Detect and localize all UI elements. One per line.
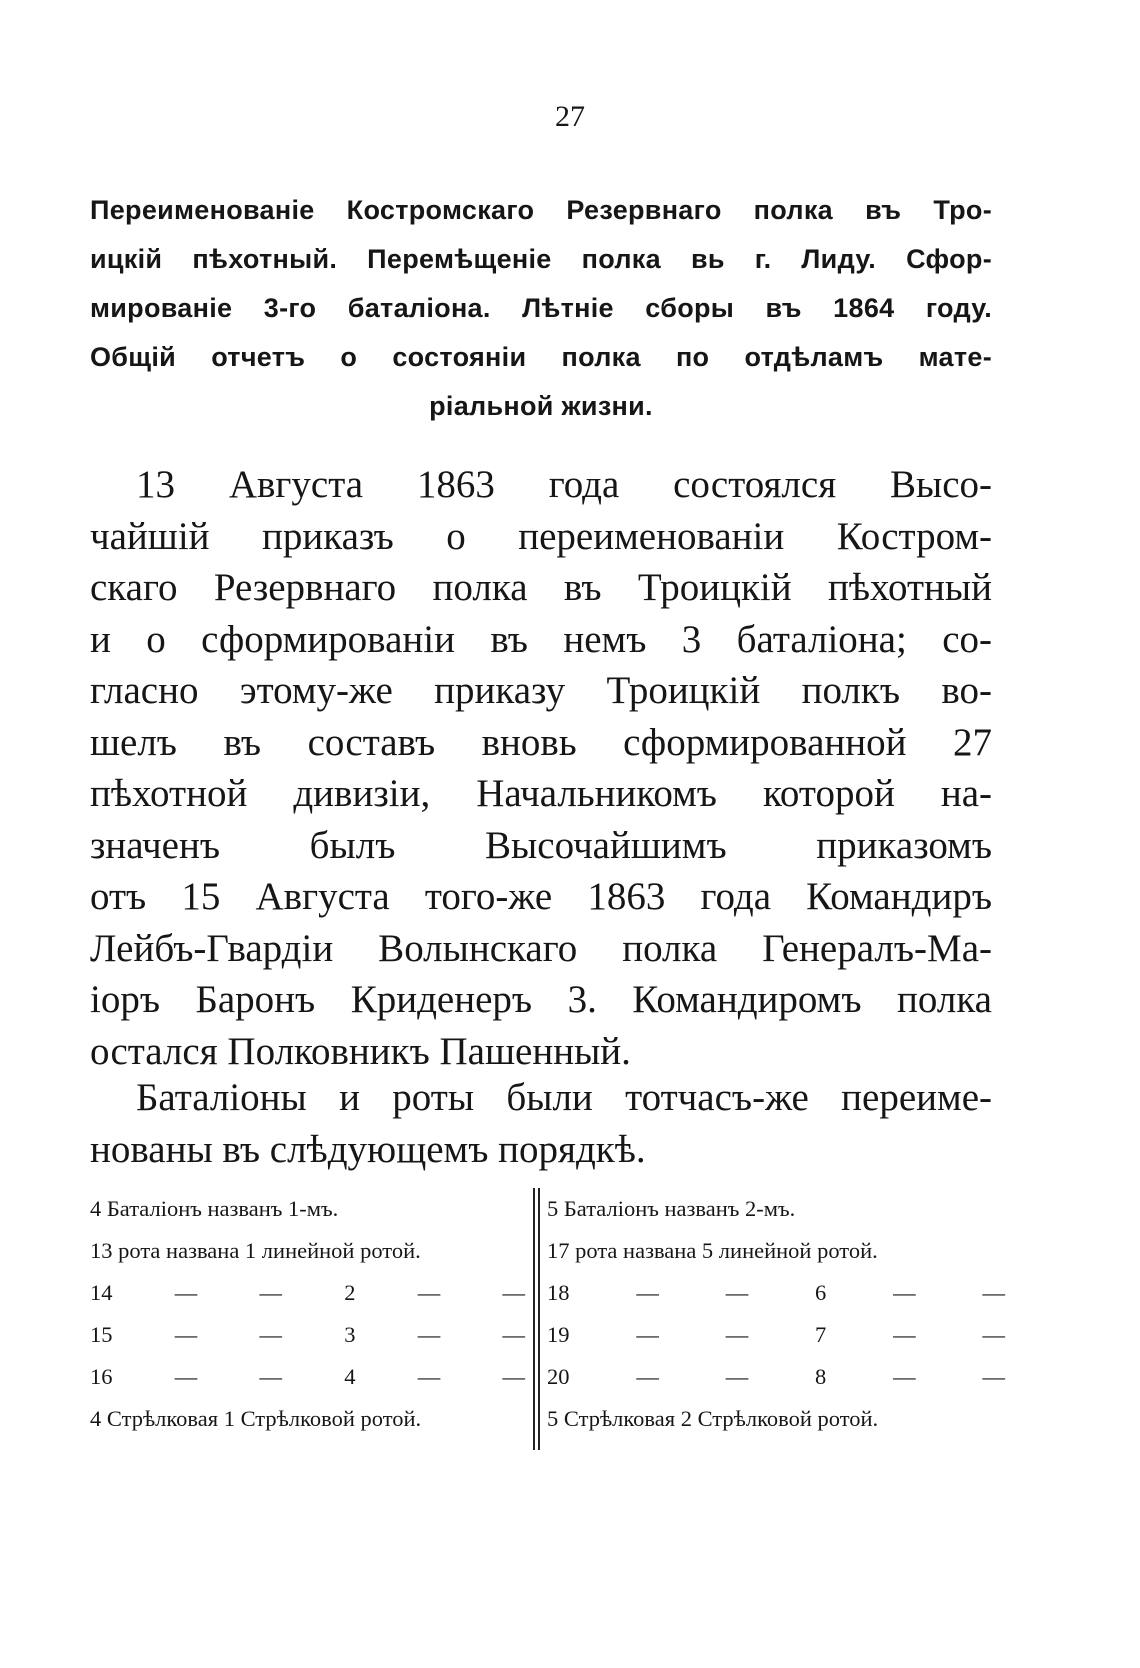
paragraph-line: скаго Резервнаго полка въ Троицкій пѣхотный — [90, 566, 992, 609]
table-cell: — — [725, 1280, 749, 1305]
table-cell: — — [502, 1364, 525, 1389]
table-cell: 5 Баталіонъ названъ 2-мъ. — [547, 1196, 796, 1221]
table-cell: — — [259, 1364, 282, 1389]
table-cell: — — [636, 1322, 659, 1347]
table-cell: — — [259, 1322, 282, 1347]
table-cell: — — [893, 1322, 916, 1347]
paragraph-line: Лейбъ-Гвардіи Волынскаго полка Генералъ-Ма- — [90, 926, 992, 970]
table-cell: 18 — [547, 1280, 570, 1305]
paragraph-line: пѣхотной дивизіи, Начальникомъ которой на- — [90, 772, 992, 815]
table-cell: — — [636, 1364, 659, 1389]
paragraph-line: 13 Августа 1863 года состоялся Высо- — [136, 463, 992, 506]
table-cell: 7 — [815, 1322, 827, 1347]
table-cell: — — [417, 1280, 441, 1305]
paragraph-line: отъ 15 Августа того-же 1863 года Командиръ — [90, 875, 992, 918]
table-cell: — — [982, 1364, 1005, 1389]
body-paragraph-2 — [90, 1072, 992, 1175]
summary-line: Общій отчетъ о состояніи полка по отдѣламъ мате- — [90, 342, 992, 372]
table-row — [547, 1230, 1005, 1272]
table-cell: — — [893, 1364, 916, 1389]
table-cell: 8 — [815, 1364, 827, 1389]
body-paragraph-1 — [90, 459, 992, 1077]
table-cell: 4 Стрѣлковая 1 Стрѣлковой ротой. — [90, 1406, 422, 1431]
table-cell: — — [893, 1280, 916, 1305]
table-row — [90, 1398, 525, 1440]
table-row — [90, 1272, 525, 1314]
table-cell: — — [174, 1280, 198, 1305]
table-left-column — [90, 1188, 525, 1440]
table-cell: — — [636, 1280, 659, 1305]
paragraph-line: и о сформированіи въ немъ 3 баталіона; со- — [90, 617, 992, 661]
table-row — [547, 1314, 1005, 1356]
table-cell: 13 рота названа 1 линейной ротой. — [90, 1238, 421, 1263]
table-cell: 17 рота названа 5 линейной ротой. — [547, 1238, 878, 1263]
table-cell: 2 — [344, 1280, 356, 1305]
table-cell: 6 — [815, 1280, 827, 1305]
table-row — [547, 1188, 1005, 1230]
paragraph-line: Баталіоны и роты были тотчасъ-же переиме- — [136, 1076, 992, 1119]
table-cell: 20 — [547, 1364, 570, 1389]
summary-line: Переименованіе Костромскаго Резервнаго полка въ Тро- — [90, 195, 992, 225]
paragraph-line: остался Полковникъ Пашенный. — [90, 1029, 631, 1073]
paragraph-line: значенъ былъ Высочайшимъ приказомъ — [90, 823, 992, 867]
summary-line: ріальной жизни. — [429, 391, 653, 421]
chapter-summary — [90, 186, 992, 431]
table-row — [90, 1188, 525, 1230]
table-cell: 4 — [344, 1364, 356, 1389]
table-cell: — — [174, 1364, 198, 1389]
table-row — [90, 1356, 525, 1398]
table-cell: 15 — [90, 1322, 113, 1347]
table-cell: — — [982, 1280, 1005, 1305]
table-cell: — — [417, 1364, 441, 1389]
paragraph-line: гласно этому-же приказу Троицкій полкъ во- — [90, 669, 992, 712]
paragraph-line: іоръ Баронъ Криденеръ 3. Командиромъ полка — [90, 978, 992, 1021]
table-cell: — — [982, 1322, 1005, 1347]
paragraph-line: нованы въ слѣдующемъ порядкѣ. — [90, 1127, 646, 1171]
page-number: 27 — [555, 100, 585, 133]
table-row — [90, 1314, 525, 1356]
summary-line: ицкій пѣхотный. Перемѣщеніе полка вь г. Лиду. Сфор- — [90, 244, 992, 274]
table-row — [547, 1356, 1005, 1398]
table-right-column — [547, 1188, 1005, 1440]
table-cell: — — [502, 1322, 525, 1347]
table-row — [547, 1272, 1005, 1314]
table-cell: — — [725, 1364, 749, 1389]
table-cell: — — [725, 1322, 749, 1347]
table-row — [547, 1398, 1005, 1440]
table-cell: — — [259, 1280, 282, 1305]
table-cell: 4 Баталіонъ названъ 1-мъ. — [90, 1196, 339, 1221]
table-cell: — — [417, 1322, 441, 1347]
table-cell: 19 — [547, 1322, 570, 1347]
table-cell: 5 Стрѣлковая 2 Стрѣлковой ротой. — [547, 1406, 879, 1431]
paragraph-line: шелъ въ составъ вновь сформированной 27 — [90, 720, 992, 764]
table-cell: — — [502, 1280, 525, 1305]
table-cell: 16 — [90, 1364, 113, 1389]
column-divider — [533, 1188, 540, 1450]
table-cell: 3 — [344, 1322, 356, 1347]
paragraph-line: чайшій приказъ о переименованіи Костром- — [90, 514, 992, 558]
table-cell: — — [174, 1322, 198, 1347]
table-cell: 14 — [90, 1280, 113, 1305]
table-row — [90, 1230, 525, 1272]
summary-line: мированіе 3-го баталіона. Лѣтніе сборы въ 1864 году. — [90, 293, 992, 323]
